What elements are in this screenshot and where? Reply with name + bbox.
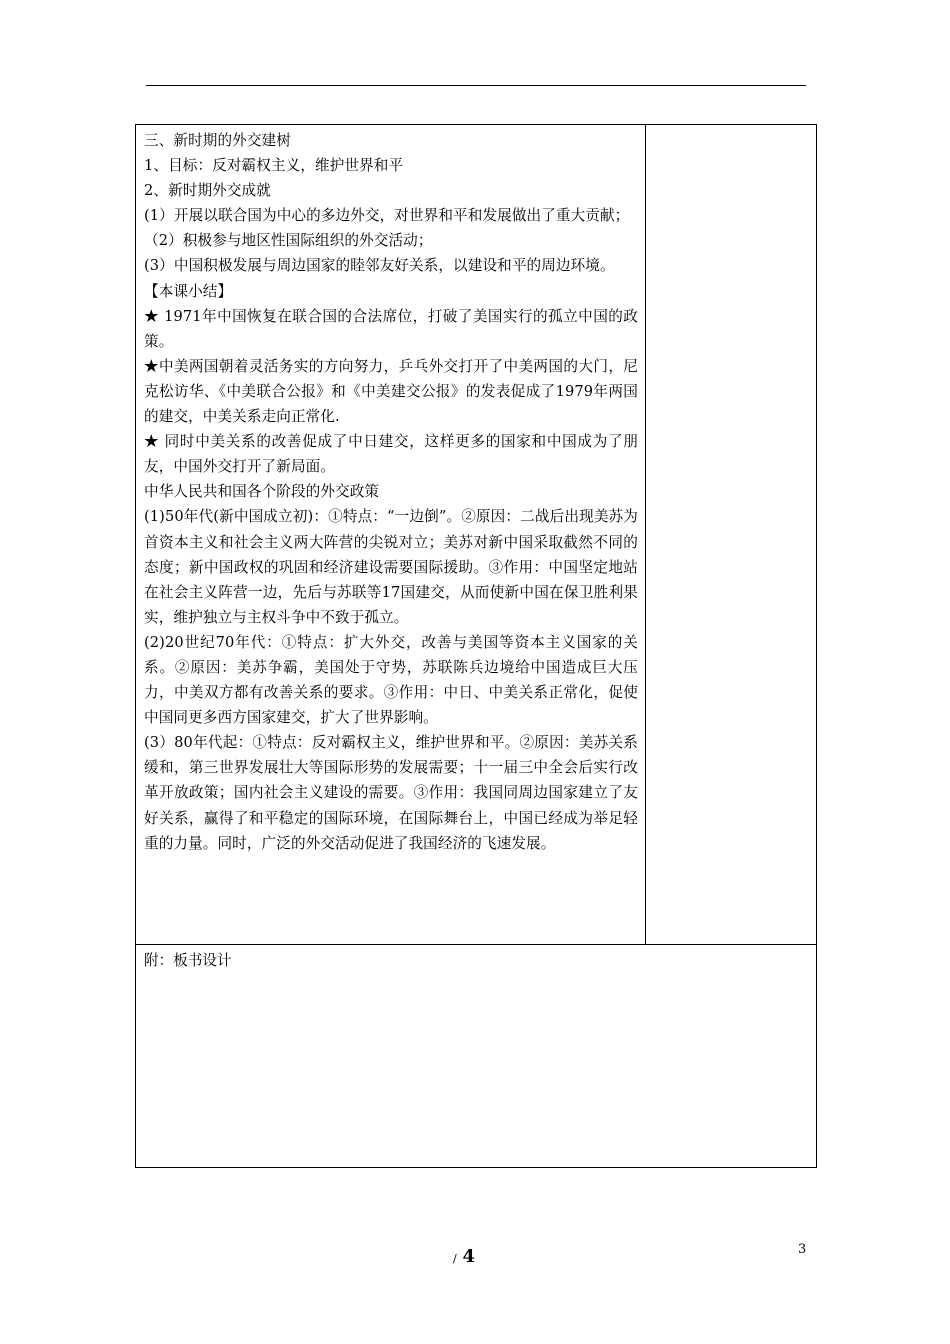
notes-cell bbox=[646, 125, 816, 945]
summary-item: ★ 1971年中国恢复在联合国的合法席位，打破了美国实行的孤立中国的政策。 bbox=[144, 307, 638, 350]
goal-line: 1、目标：反对霸权主义，维护世界和平 bbox=[144, 157, 404, 175]
policy-item: (1)50年代(新中国成立初)：①特点：“一边倒”。②原因：二战后出现美苏为首资本主义和社会主义两大阵营的尖锐对立；美苏对新中国采取截然不同的态度；新中国政权的巩固和经济建设需要国际援助。③作用：中国坚定地站在社会主义阵营一边，先后与苏联等17国建交，从而使新中国在保卫胜利果实，维护独立与主权斗争中不致于孤立。 bbox=[144, 508, 638, 626]
policy-item: (2)20世纪70年代：①特点：扩大外交，改善与美国等资本主义国家的关系。②原因：美苏争霸，美国处于守势，苏联陈兵边境给中国造成巨大压力，中美双方都有改善关系的要求。③作用：中日、中美关系正常化，促使中国同更多西方国家建交，扩大了世界影响。 bbox=[144, 633, 638, 727]
page-count-total: 4 bbox=[462, 1246, 475, 1267]
page-count-slash: / bbox=[453, 1252, 457, 1265]
summary-heading: 【本课小结】 bbox=[144, 282, 233, 300]
achievement-item: (3）中国积极发展与周边国家的睦邻友好关系，以建设和平的周边环境。 bbox=[144, 257, 615, 275]
lesson-table bbox=[135, 124, 817, 1168]
achievement-item: （2）积极参与地区性国际组织的外交活动； bbox=[144, 232, 433, 250]
content-cell bbox=[136, 125, 646, 945]
summary-item: ★中美两国朝着灵活务实的方向努力，乒乓外交打开了中美两国的大门，尼克松访华、《中美联合公报》和《中美建交公报》的发表促成了1979年两国的建交，中美关系走向正常化. bbox=[144, 357, 638, 426]
policy-heading: 中华人民共和国各个阶段的外交政策 bbox=[144, 483, 380, 501]
header-rule bbox=[146, 85, 806, 86]
policy-item: (3）80年代起：①特点：反对霸权主义，维护世界和平。②原因：美苏关系缓和，第三世界发展壮大等国际形势的发展需要；十一届三中全会后实行改革开放政策；国内社会主义建设的需要。③作用：我国同周边国家建立了友好关系，赢得了和平稳定的国际环境，在国际舞台上，中国已经成为举足轻重的力量。同时，广泛的外交活动促进了我国经济的飞速发展。 bbox=[144, 734, 638, 852]
board-design-title: 附：板书设计 bbox=[144, 952, 232, 969]
content-text bbox=[144, 128, 638, 856]
page-number: 3 bbox=[798, 1242, 807, 1257]
achievement-item: (1）开展以联合国为中心的多边外交，对世界和平和发展做出了重大贡献； bbox=[144, 207, 630, 225]
page-count bbox=[453, 1246, 475, 1267]
board-design-cell bbox=[136, 945, 816, 1167]
section-heading: 三、新时期的外交建树 bbox=[144, 132, 291, 149]
summary-item: ★ 同时中美关系的改善促成了中日建交，这样更多的国家和中国成为了朋友，中国外交打开了新局面。 bbox=[144, 433, 638, 476]
achievement-heading: 2、新时期外交成就 bbox=[144, 182, 271, 200]
